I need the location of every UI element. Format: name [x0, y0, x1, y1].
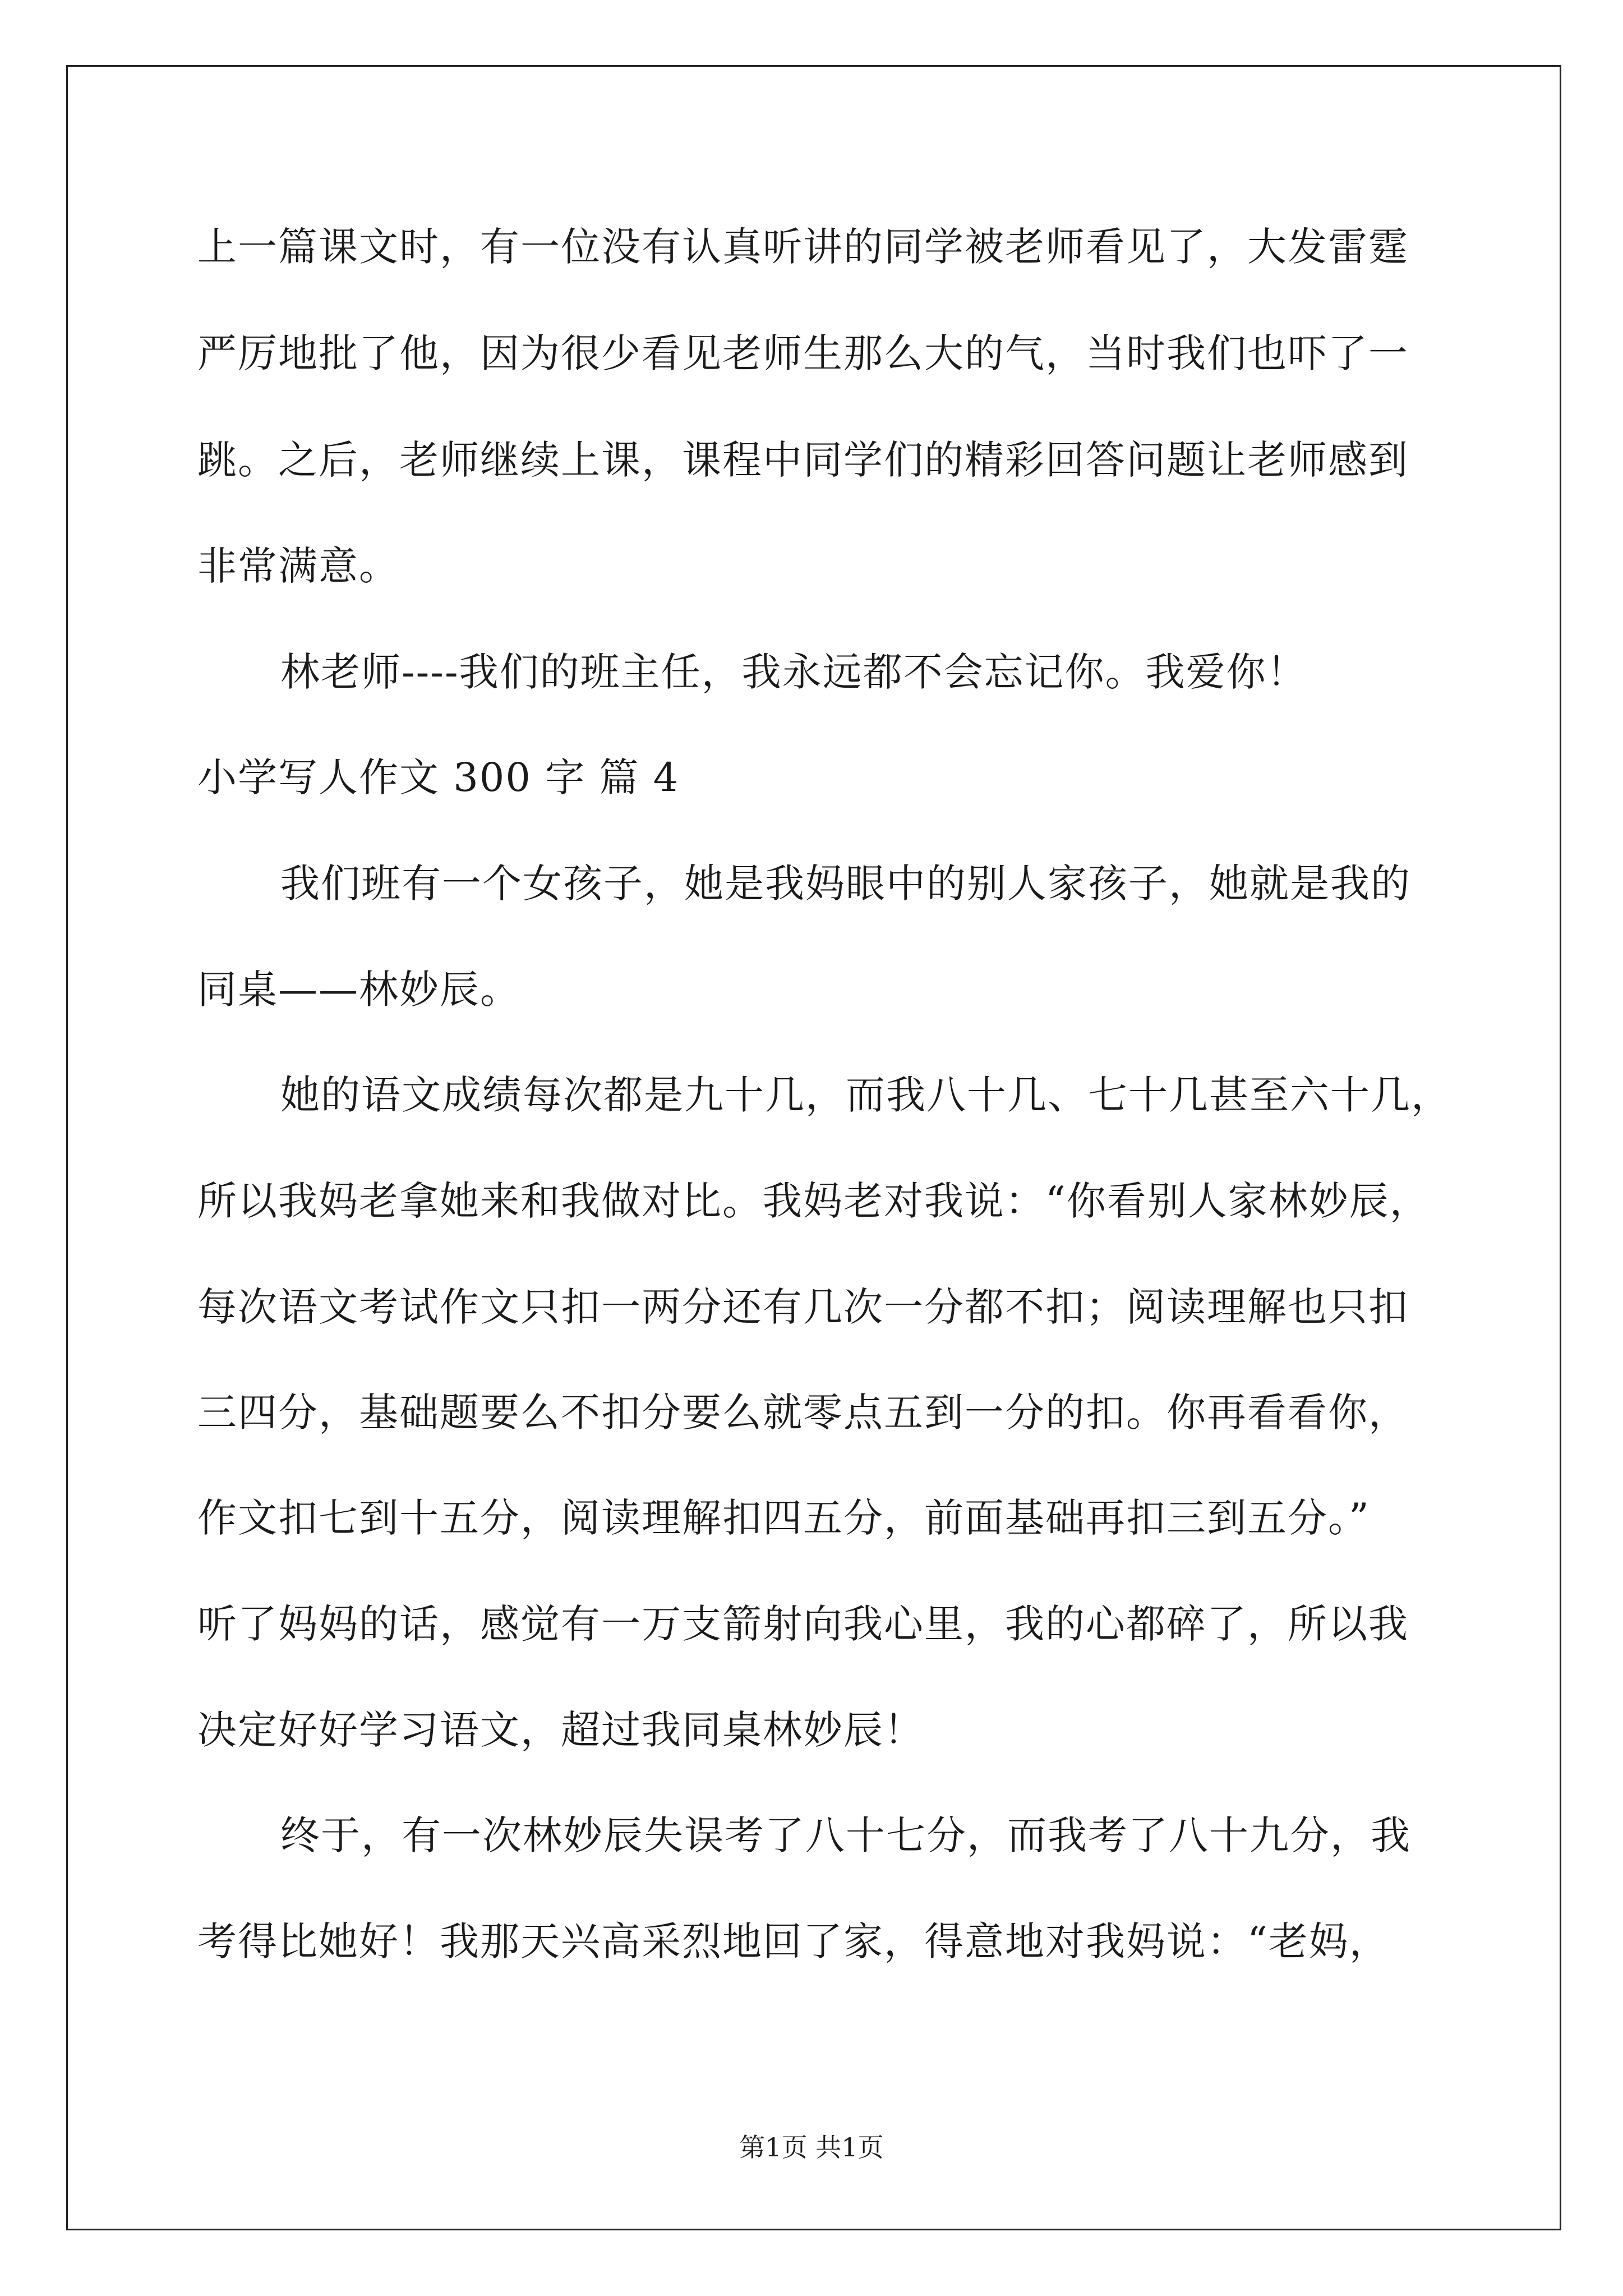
text-line: 林老师----我们的班主任，我永远都不会忘记你。我爱你！ [280, 649, 1307, 695]
text-line: 同桌——林妙辰。 [197, 967, 520, 1013]
text-line: 三四分，基础题要么不扣分要么就零点五到一分的扣。你再看看你， [197, 1389, 1409, 1435]
text-line: 上一篇课文时，有一位没有认真听讲的同学被老师看见了，大发雷霆 [197, 224, 1409, 270]
text-line: 决定好好学习语文，超过我同桌林妙辰！ [197, 1707, 924, 1753]
text-line: 作文扣七到十五分，阅读理解扣四五分，前面基础再扣三到五分。” [197, 1495, 1370, 1541]
text-line: 非常满意。 [197, 543, 399, 589]
text-line: 严厉地批了他，因为很少看见老师生那么大的气，当时我们也吓了一 [197, 330, 1409, 376]
text-line: 所以我妈老拿她来和我做对比。我妈老对我说：“你看别人家林妙辰， [197, 1178, 1430, 1224]
text-line: 听了妈妈的话，感觉有一万支箭射向我心里，我的心都碎了，所以我 [197, 1601, 1409, 1647]
text-line: 每次语文考试作文只扣一两分还有几次一分都不扣；阅读理解也只扣 [197, 1284, 1409, 1330]
text-line: 她的语文成绩每次都是九十几，而我八十几、七十几甚至六十几， [280, 1072, 1451, 1118]
section-heading: 小学写人作文 300 字 篇 4 [197, 754, 680, 800]
text-line: 终于，有一次林妙辰失误考了八十七分，而我考了八十九分，我 [280, 1812, 1411, 1858]
page-footer: 第1页 共1页 [739, 2132, 884, 2162]
page-border [66, 65, 1561, 2230]
text-line: 我们班有一个女孩子，她是我妈眼中的别人家孩子，她就是我的 [280, 861, 1411, 907]
text-line: 考得比她好！我那天兴高采烈地回了家，得意地对我妈说：“老妈， [197, 1918, 1390, 1964]
text-line: 跳。之后，老师继续上课，课程中同学们的精彩回答问题让老师感到 [197, 437, 1409, 483]
